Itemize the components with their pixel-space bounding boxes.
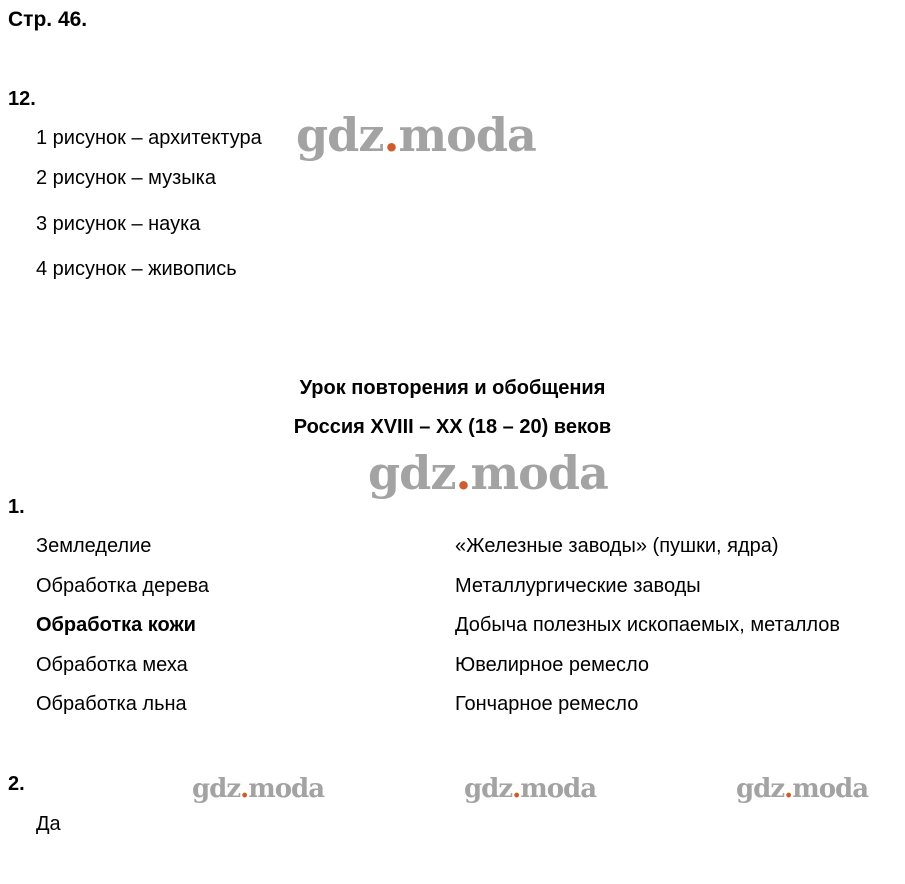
page-label: Стр. 46.: [8, 8, 88, 31]
task-12-line-4: 4 рисунок – живопись: [36, 258, 237, 280]
task-2-number: 2.: [8, 773, 25, 795]
watermark-logo: gdz.moda: [736, 774, 869, 804]
task-1-right-item: Добыча полезных ископаемых, металлов: [455, 614, 840, 636]
watermark-logo: gdz.moda: [296, 108, 536, 162]
watermark-logo: gdz.moda: [464, 774, 597, 804]
task-1-left-item: Обработка дерева: [36, 575, 209, 597]
task-1-right-item: «Железные заводы» (пушки, ядра): [455, 535, 779, 557]
task-12-line-1: 1 рисунок – архитектура: [36, 127, 262, 149]
task-12-line-3: 3 рисунок – наука: [36, 213, 201, 235]
task-1-left-item: Земледелие: [36, 535, 152, 557]
task-1-right-item: Гончарное ремесло: [455, 693, 639, 715]
task-1-right-item: Металлургические заводы: [455, 575, 701, 597]
task-12-line-2: 2 рисунок – музыка: [36, 167, 216, 189]
lesson-subtitle: Россия XVIII – XX (18 – 20) веков: [293, 416, 612, 438]
task-1-left-item-highlighted: Обработка кожи: [36, 614, 196, 636]
task-2-answer: Да: [36, 813, 61, 835]
task-1-number: 1.: [8, 496, 25, 518]
lesson-title: Урок повторения и обобщения: [299, 377, 606, 399]
task-1-left-item: Обработка меха: [36, 654, 188, 676]
watermark-logo: gdz.moda: [192, 774, 325, 804]
watermark-logo: gdz.moda: [368, 446, 608, 500]
task-1-left-item: Обработка льна: [36, 693, 187, 715]
task-12-number: 12.: [8, 88, 36, 110]
task-1-right-item: Ювелирное ремесло: [455, 654, 650, 676]
